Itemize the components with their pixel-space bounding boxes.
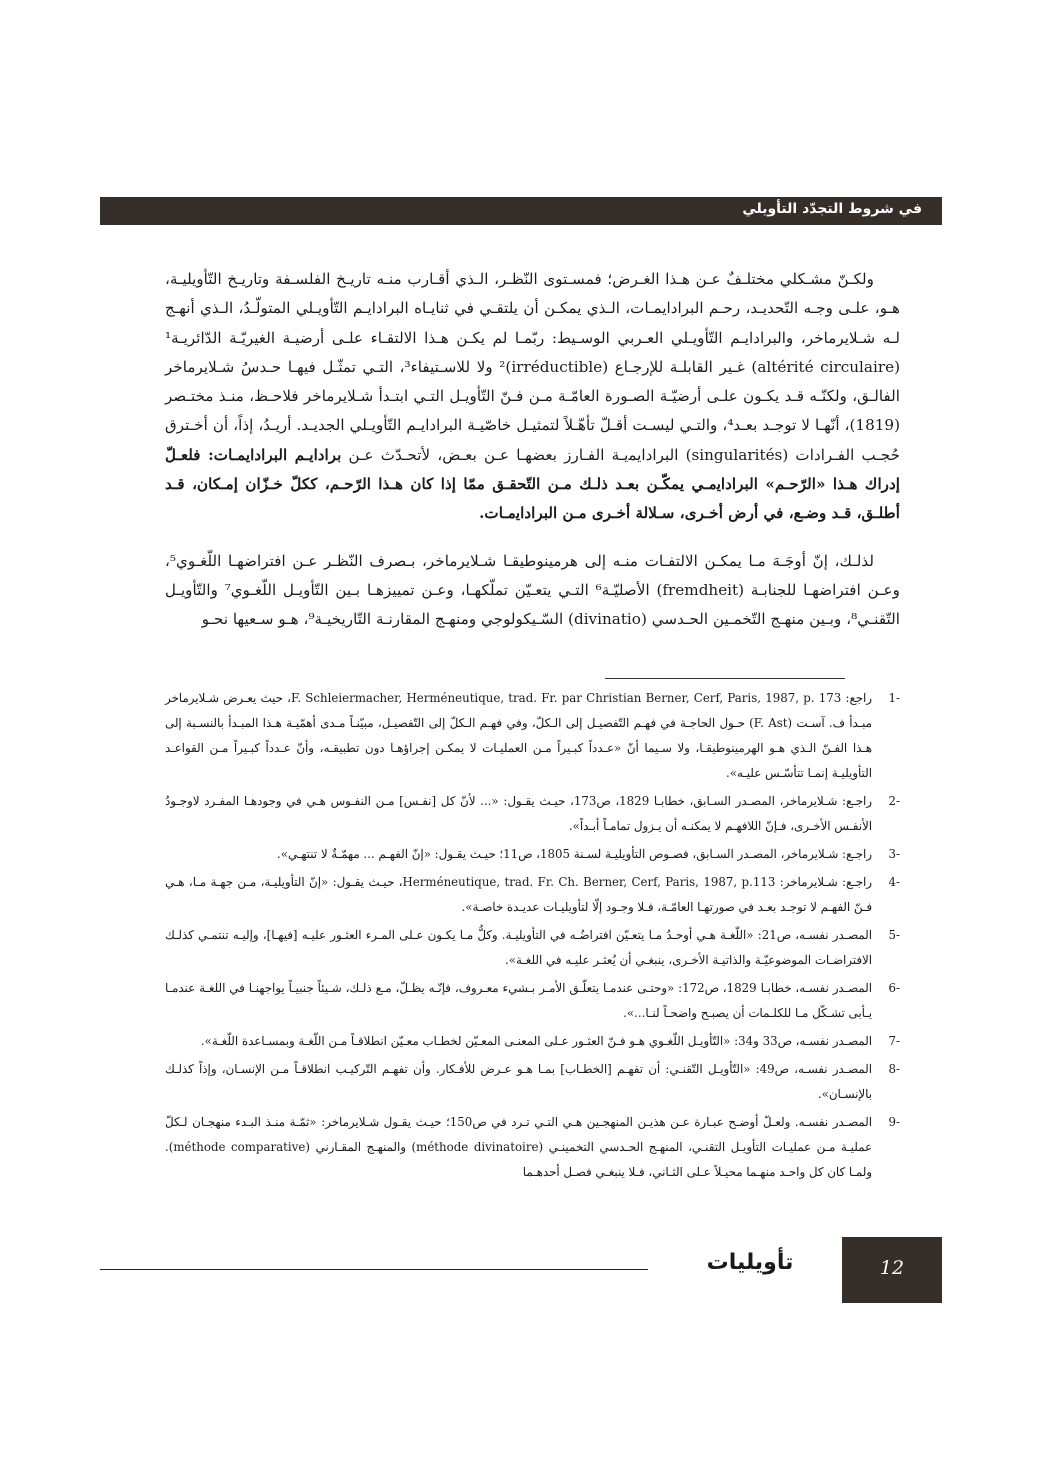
paragraph-text: ولكـنّ مشـكلي مختلـفٌ عـن هـذا الغـرض؛ فمسـتوى النّظـر، الـذي أقـارب منـه تاريـخ الفلسـفة وتاريـخ التّأويليـة، هـو، علـى وجـه التّحديـد، رحـم البراداﻳﻤـات، الـذي يمكـن أن يلتقـي في ثنايـاه البراداﻳـم التّأويـلي المتولّـدُ، الـذي أنهـج لـه شـلايرماخر، والبراداﻳـم التّأويـلي العـربي الوسـيط: ربّمـا لم يكـن هـذا الالتقـاء علـى أرضيـة الغيريّـة الدّائريـة¹ (altérité circulaire) غـير القابلـة للإرجـاع (irréductible)² ولا للاسـتيفاء³، التـي تمثّـل فيهـا حـدسُ شـلايرماخر الفالـق، ولكنّـه قـد يكـون علـى أرضيّـة الصـورة العامّـة مـن فـنّ التّأويـل التـي ابتـدأ شـلايرماخر فلاحـظ، منـذ مختـصر (1819)، أنّهـا لا توجـد بعـد⁴، والتـي ليسـت أقـلّ تأهّـلاً لتمثيـل خاصّيـة البراداﻳـم التّأويـلي الجديـد. أريـدُ، إذاً، أن أخـترق حُجـب الفـرادات (singularités) البراداﻳﻤيـة الفـارز بعضهـا عـن بعـض، لأتحـدّث عـن	[165, 270, 901, 464]
footnote	[165, 686, 900, 786]
footnote-text: المصـدر نفسـه، ص33 و34: «التّأويـل اللّغـوي هـو فـنّ العثـور عـلى المعنـى المعـيّن لخطـاب معـيّن انطلاقـاً مـن اللّغـة وبمسـاعدة اللّغـة».	[200, 1034, 872, 1048]
footnote-text: المصـدر نفسـه، خطابـا 1829، ص172: «وحتـى عندمـا يتعلّـق الأمـر بـشيء معـروف، فإنّـه يظـلّ، مـع ذلـك، شـيئاً جنبيـاً يواجهنـا في اللغـة عندمـا يـأبى تشـكّل مـا للكلـمات أن يصبـح واضحـاً لنـا...».	[165, 981, 872, 1020]
footnote-separator	[605, 678, 845, 679]
footnote-text: راجـع: شـلايرماخر: Herméneutique, trad. Fr. Ch. Berner, Cerf, Paris, 1987, p.113، حيـث يقـول: «إنّ التأويليـة، مـن جهـة مـا، هـي فـنّ الفهـم لا توجـد بعـد في صورتهـا العامّـة، فـلا وجـود إلّا لتأويليـات عديـدة خاصـة».	[165, 875, 872, 914]
footnote-text: راجـع: شـلايرماخر، المصـدر السـابق، خطابـا 1829، ص173، حيـث يقـول: «... لأنّ كل [نفـس] مـن النفـوس هـي في وجودهـا المفـرد لاوجـودُ الأنفـس الأخـرى، فـإنّ اللافهـم لا يمكنـه أن يـزول تمامـاً أبـداً».	[165, 794, 873, 833]
footnote	[165, 1057, 900, 1107]
page-number-box	[842, 1237, 942, 1303]
footnote-number: -1	[888, 691, 900, 705]
footnote-text: راجع: F. Schleiermacher, Herméneutique, trad. Fr. par Christian Berner, Cerf, Paris, 1987, p. 173، حيث يعـرض شـلايرماخر مبـدأ ف. آسـت (F. Ast) حـول الحاجـة في فهـم التّفصيـل إلى الـكلّ، وفي فهـم الـكلّ إلى التّفصيـل، مبيّنـاً مـدى أهمّيـة هـذا المبـدأ بالنسـبة إلى هـذا الفـنّ الـذي هـو الهرمينوطيقـا، ولا سـيما أنّ «عـدداً كبـيراً مـن العمليـات لا يمكـن إجراؤهـا دون تطبيقـه، وأنّ عـدداً كبـيراً مـن القواعـد التأويليـة إنمـا تتأسّـس عليـه».	[165, 691, 872, 780]
footnote-text: راجـع: شـلايرماخر، المصـدر السـابق، فصـوص التأويليـة لسـنة 1805، ص11؛ حيـث يقـول: «إنّ الفهـم ... مهمّـةٌ لا تنتهـي».	[276, 847, 872, 861]
paragraph-bold-text: براداﻳـم البراداﻳﻤـات: فلعـلّ إدراك هـذا «الرّحـم» البراداﻳمـي يمكّـن بعـد ذلـك مـن التّحقـق ممّا إذا كان هـذا الرّحـم، ككلّ خـزّان إمـكان، قـد أطلـق، قـد وضـع، في أرض أخـرى، سـلالة أخـرى مـن البراداﻳمـات.	[165, 445, 900, 523]
paragraph: لذلـك، إنّ أوجَـهَ مـا يمكـن الالتفـات منـه إلى هرمينوطيقـا شـلايرماخر، بـصرف النّظـر عـن افتراضهـا اللّغـوي⁵، وعـن افتراضهـا للجنابـة (fremdheit) الأصليّـة⁶ التـي يتعـيّن تملّكهـا، وعـن تمييزهـا بـين التّأويـل اللّغـوي⁷ والتّأويـل التّقنـي⁸، وبـين منهـج التّخمـين الحـدسي (divinatio) السّـيكولوجي ومنهـج المقارنـة التّاريخيـة⁹، هـو سـعيها نحـو	[165, 551, 900, 629]
footnote	[165, 789, 900, 839]
footnote	[165, 842, 900, 867]
paragraph	[165, 265, 900, 529]
footnote	[165, 870, 900, 920]
footnote	[165, 1110, 900, 1185]
footnote-number: -4	[888, 875, 900, 889]
footnote-number: -5	[888, 928, 900, 942]
footnote-number: -8	[888, 1062, 900, 1076]
footnote-text: المصـدر نفسـه. ولعـلّ أوضـح عبـارة عـن هذيـن المنهجـين هـي التـي تـرد في ص150؛ حيـث يقـول شـلايرماخر: «ثمّـة منـذ البـدء منهجـان لـكلّ عمليـة مـن عمليـات التأويـل التقنـي، المنهـج الحـدسي التخمينـي (méthode divinatoire) والمنهـج المقـارني (méthode comparative). ولمـا كان كل واحـد منهـما محيـلاً عـلى الثـاني، فـلا ينبغـي فصـل أحدهـما	[165, 1115, 872, 1179]
page-number: 12	[879, 1257, 905, 1279]
footnote	[165, 976, 900, 1026]
footnote-number: -3	[888, 847, 900, 861]
footnote	[165, 1029, 900, 1054]
running-header-title: في شروط التجدّد التأويلي	[742, 201, 922, 217]
footnotes	[165, 686, 900, 1185]
footnote	[165, 923, 900, 973]
journal-logo: تأويليات	[706, 1250, 794, 1275]
footnote-number: -6	[888, 981, 900, 995]
footnote-text: المصـدر نفسـه، ص49: «التّأويـل التّقنـي: أن تفهـم [الخطـاب] بمـا هـو عـرض للأفـكار. وأن تفهـم التّركيـب انطلاقـاً مـن الإنسـان، وإذاً كذلـك بالإنسـان».	[165, 1062, 872, 1101]
footnote-number: -2	[888, 794, 900, 808]
footnote-text: المصـدر نفسـه، ص21: «اللّغـة هـي أوحـدُ مـا يتعـيّن افتراضُـه في التأويليـة. وكلُّ مـا يكـون عـلى المـرء العثـور عليـه [فيهـا]، وإليـه تنتمـي كذلـك الافتراضـات الموضوعيّـة والذاتيـة الأخـرى، ينبغـي أن يُعثـر عليـه في اللغـة».	[165, 928, 872, 967]
footnote-number: -9	[888, 1115, 900, 1129]
main-text	[165, 265, 900, 635]
running-header-bar	[100, 197, 942, 225]
footer-rule	[100, 1269, 648, 1270]
footnote-number: -7	[888, 1034, 900, 1048]
